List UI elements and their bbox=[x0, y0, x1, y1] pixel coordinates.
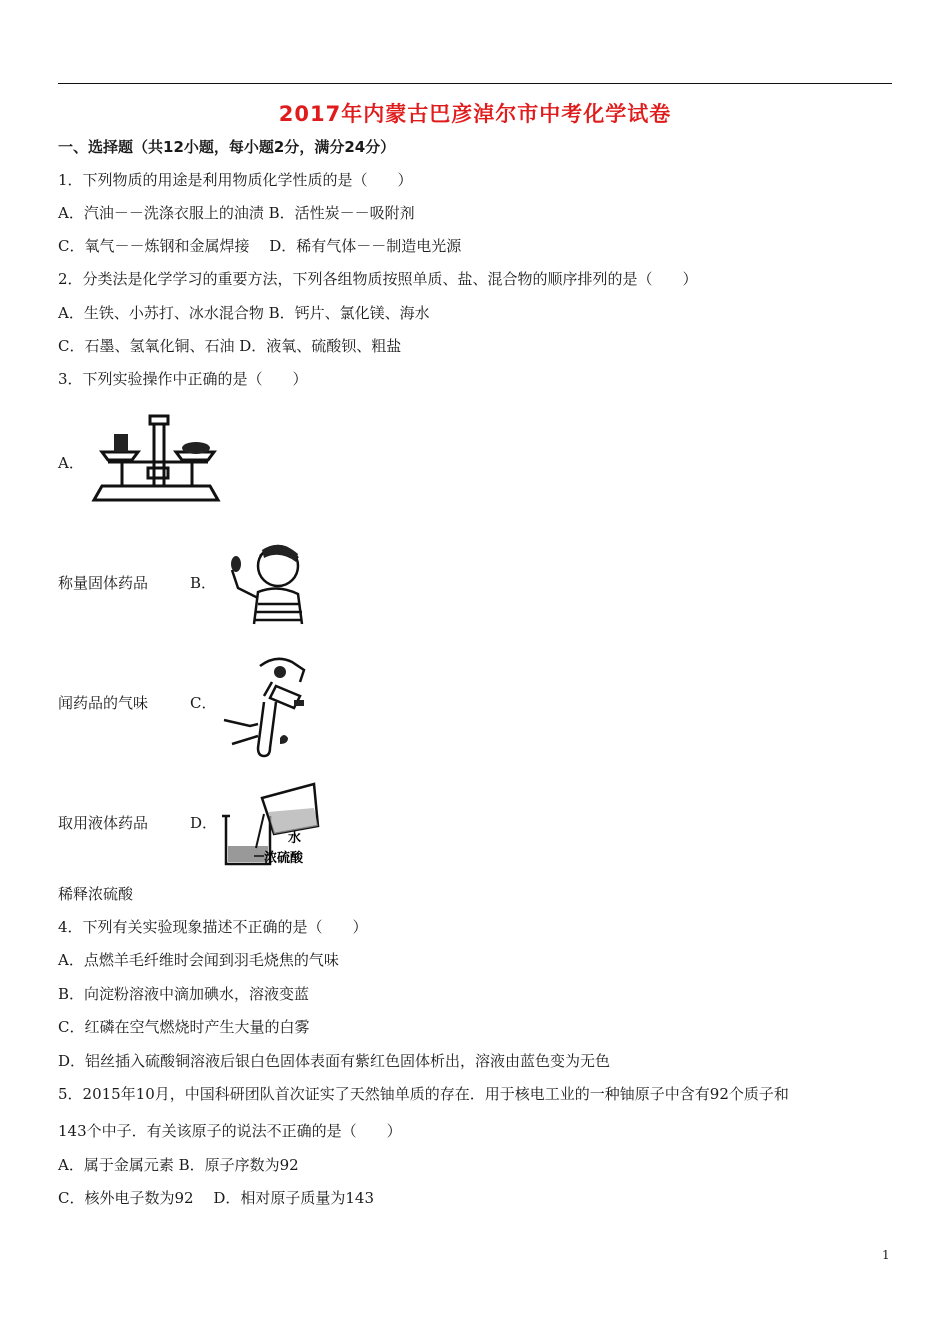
q5-stem-line2: 143个中子．有关该原子的说法不正确的是（ ） bbox=[58, 1122, 402, 1140]
q3-option-b-label: B． bbox=[190, 574, 217, 592]
q4-option-c: C．红磷在空气燃烧时产生大量的白雾 bbox=[58, 1018, 310, 1036]
q5-options-cd: C．核外电子数为92 D．相对原子质量为143 bbox=[58, 1189, 374, 1207]
q4-option-a: A．点燃羊毛纤维时会闻到羽毛烧焦的气味 bbox=[58, 951, 339, 969]
section-heading: 一、选择题（共12小题，每小题2分，满分24分） bbox=[58, 138, 396, 156]
page-title: 2017年内蒙古巴彦淖尔市中考化学试卷 bbox=[278, 102, 672, 126]
q5-options-ab: A．属于金属元素 B．原子序数为92 bbox=[58, 1156, 299, 1174]
q2-stem: 2．分类法是化学学习的重要方法，下列各组物质按照单质、盐、混合物的顺序排列的是（ ） bbox=[58, 270, 698, 288]
q5-stem-line1: 5．2015年10月，中国科研团队首次证实了天然铀单质的存在．用于核电工业的一种铀原子中含有92个质子和 bbox=[58, 1085, 789, 1103]
pouring-figure bbox=[220, 652, 312, 760]
q2-options-cd: C．石墨、氢氧化铜、石油 D．液氧、硫酸钡、粗盐 bbox=[58, 337, 402, 355]
q3-option-c-label: C． bbox=[190, 694, 217, 712]
q3-option-c-caption: 取用液体药品 bbox=[58, 814, 149, 832]
page-number: 1 bbox=[882, 1248, 890, 1262]
q4-option-d: D．铝丝插入硫酸铜溶液后银白色固体表面有紫红色固体析出，溶液由蓝色变为无色 bbox=[58, 1052, 611, 1070]
q3-option-d-caption: 稀释浓硫酸 bbox=[58, 885, 134, 903]
top-rule bbox=[58, 83, 892, 84]
q1-options-cd: C．氧气－－炼钢和金属焊接 D．稀有气体－－制造电光源 bbox=[58, 237, 462, 255]
q1-options-ab: A．汽油－－洗涤衣服上的油渍 B．活性炭－－吸附剂 bbox=[58, 204, 415, 222]
smelling-figure bbox=[224, 540, 304, 626]
q2-options-ab: A．生铁、小苏打、冰水混合物 B．钙片、氯化镁、海水 bbox=[58, 304, 430, 322]
dilution-figure bbox=[218, 776, 328, 872]
q3-stem: 3．下列实验操作中正确的是（ ） bbox=[58, 370, 308, 388]
acid-label: 浓硫酸 bbox=[264, 851, 304, 866]
q1-stem: 1．下列物质的用途是利用物质化学性质的是（ ） bbox=[58, 171, 413, 189]
q3-option-b-caption: 闻药品的气味 bbox=[58, 694, 149, 712]
q3-option-a-caption: 称量固体药品 bbox=[58, 574, 149, 592]
q3-option-a-label: A． bbox=[58, 454, 84, 472]
q4-option-b: B．向淀粉溶液中滴加碘水，溶液变蓝 bbox=[58, 985, 310, 1003]
q4-stem: 4．下列有关实验现象描述不正确的是（ ） bbox=[58, 918, 368, 936]
water-label: 水 bbox=[288, 831, 302, 846]
q3-option-d-label: D． bbox=[190, 814, 218, 832]
balance-figure bbox=[88, 412, 226, 506]
